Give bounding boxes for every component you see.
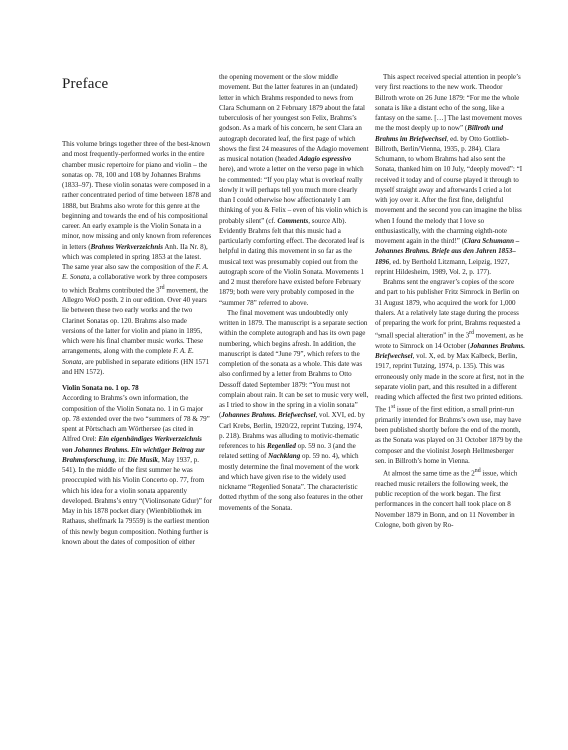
- paragraph: This volume brings together three of the best-known and most frequently-performed works in the entire chamber music repertoire for piano and violin – the sonatas op. 78, 100 and 108 by Johannes Brahms (1833–97). These violin sonatas were composed in a rather concentrated period of time between 1878 and 1888, but Brahms also wrote for this genre at the beginning and towards the end of his compositional career. An early example is the Violin Sonata in a minor, now missing and only known from references in letters (Brahms Werkverzeichnis Anh. IIa Nr. 8), which was completed in spring 1853 at the latest. The same year also saw the composition of the F. A. E. Sonata, a collaborative work by three composers to which Brahms contributed the 3rd movement, the Allegro WoO posth. 2 in our edition. Over 40 years lie between these two early works and the two Clarinet Sonatas op. 120. Brahms also made versions of the latter for violin and piano in 1895, which were his final chamber music works. These arrangements, along with the complete F. A. E. Sonata, are published in separate editions (HN 1571 and HN 1572).: [62, 140, 212, 376]
- paragraph: At almost the same time as the 2nd issue, which reached music retailers the following week, the public reception of the work began. The first performances in the concert hall took place on 8 November 1879 in Bonn, and on 11 November in Cologne, both given by Ro-: [375, 468, 518, 529]
- text-column-3: [375, 72, 525, 530]
- paragraph: the opening movement or the slow middle movement. But the latter features in an (undated) letter in which Brahms responded to news from Clara Schumann on 2 February 1879 about the fatal tuberculosis of her youngest son Felix, Brahms’s godson. As a mark of his concern, he sent Clara an autograph decorated leaf, the first page of which shows the first 24 measures of the Adagio movement as musical notation (headed Adagio espressivo here), and wrote a letter on the verso page in which he commented: “If you play what is overleaf really slowly it will perhaps tell you much more clearly than I could otherwise how affectionately I am thinking of you & Felix – even of his violin which is probably silent” (cf. Comments, source Alb). Evidently Brahms felt that this music had a particularly comforting effect. The decorated leaf is helpful in dating this movement in so far as the musical text was presumably copied out from the autograph score of the Violin Sonata. Movements 1 and 2 must therefore have existed before February 1879; both were very probably composed in the “summer 78” referred to above.: [219, 73, 369, 307]
- paragraph: The final movement was undoubtedly only written in 1879. The manuscript is a separate section within the complete autograph and has its own page numbering, which begins afresh. In addition, the manuscript is dated “June 79”, which refers to the completion of the sonata as a whole. This date was also confirmed by a letter from Brahms to Otto Dessoff dated September 1879: “You must not complain about rain. It can be set to music very well, as I tried to show in the spring in a violin sonata” (Johannes Brahms. Briefwechsel, vol. XVI, ed. by Carl Krebs, Berlin, 1920/22, reprint Tutzing, 1974, p. 218). Brahms was alluding to motivic-thematic references to his Regenlied op. 59 no. 3 (and the related setting of Nachklang op. 59 no. 4), which mostly determine the final movement of the work and which have given rise to the widely used nickname “Regenlied Sonata”. The characteristic dotted rhythm of the song also features in the other movements of the Sonata.: [219, 308, 369, 512]
- paragraph: This aspect received special attention in people’s very first reactions to the new work. Theodor Billroth wrote on 26 June 1879: “For me the whole sonata is like a distant echo of the song, like a fantasy on the same. […] The last movement moves me the most deeply up to now” (Billroth und Brahms im Briefwechsel, ed. by Otto Gottlieb-Billroth, Berlin/Vienna, 1935, p. 284). Clara Schumann, to whom Brahms had also sent the Sonata, thanked him on 10 July, “deeply moved”: “I received it today and of course played it through to myself straight away and afterwards I cried a lot with joy over it. After the first fine, delightful movement and the second you can imagine the bliss when I found the melody that I love so enthusiastically, with the charming eighth-note movement again in the third!” (Clara Schumann – Johannes Brahms. Briefe aus den Jahren 1853–1896, ed. by Berthold Litzmann, Leipzig, 1927, reprint Hildesheim, 1989, Vol. 2, p. 177).: [375, 73, 523, 276]
- paragraph: According to Brahms’s own information, the composition of the Violin Sonata no. 1 in G major op. 78 extended over the two “summers of 78 & 79” spent at Pörtschach am Wörthersee (as cited in Alfred Orel: Ein eigenhändiges Werkverzeichnis von Johannes Brahms. Ein wichtiger Beitrag zur Brahmsforschung, in: Die Musik, May 1937, p. 541). In the middle of the first summer he was preoccupied with his Violin Concerto op. 77, from which his idea for a violin sonata apparently developed. Brahms’s entry “(Violinsonate Gdur)” for May in his 1878 pocket diary (Wienbibliothek im Rathaus, shelfmark Ia 79559) is the earliest mention of this newly begun composition. Nothing further is known about the dates of composition of either: [62, 394, 212, 546]
- paragraph: Brahms sent the engraver’s copies of the score and part to his publisher Fritz Simrock in Berlin on 31 August 1879, who acquired the work for 1,000 thalers. At a relatively late stage during the process of preparing the work for print, Brahms requested a “small special alteration” in the 3rd movement, as he wrote to Simrock on 14 October (Johannes Brahms. Briefwechsel, vol. X, ed. by Max Kalbeck, Berlin, 1917, reprint Tutzing, 1974, p. 135). This was erroneously only made in the score at first, not in the separate violin part, and this resulted in a different reading which affected the first two printed editions. The 1st issue of the first edition, a small print-run primarily intended for Brahms’s own use, may have been published shortly before the end of the month, as the Sonata was played on 31 October 1879 by the composer and the violinist Joseph Hellmesberger sen. in Billroth’s home in Vienna.: [375, 278, 525, 465]
- page-title: Preface: [62, 76, 109, 92]
- text-column-2: [219, 72, 369, 513]
- text-column-1: [62, 139, 212, 547]
- section-heading: Violin Sonata no. 1 op. 78: [62, 384, 139, 393]
